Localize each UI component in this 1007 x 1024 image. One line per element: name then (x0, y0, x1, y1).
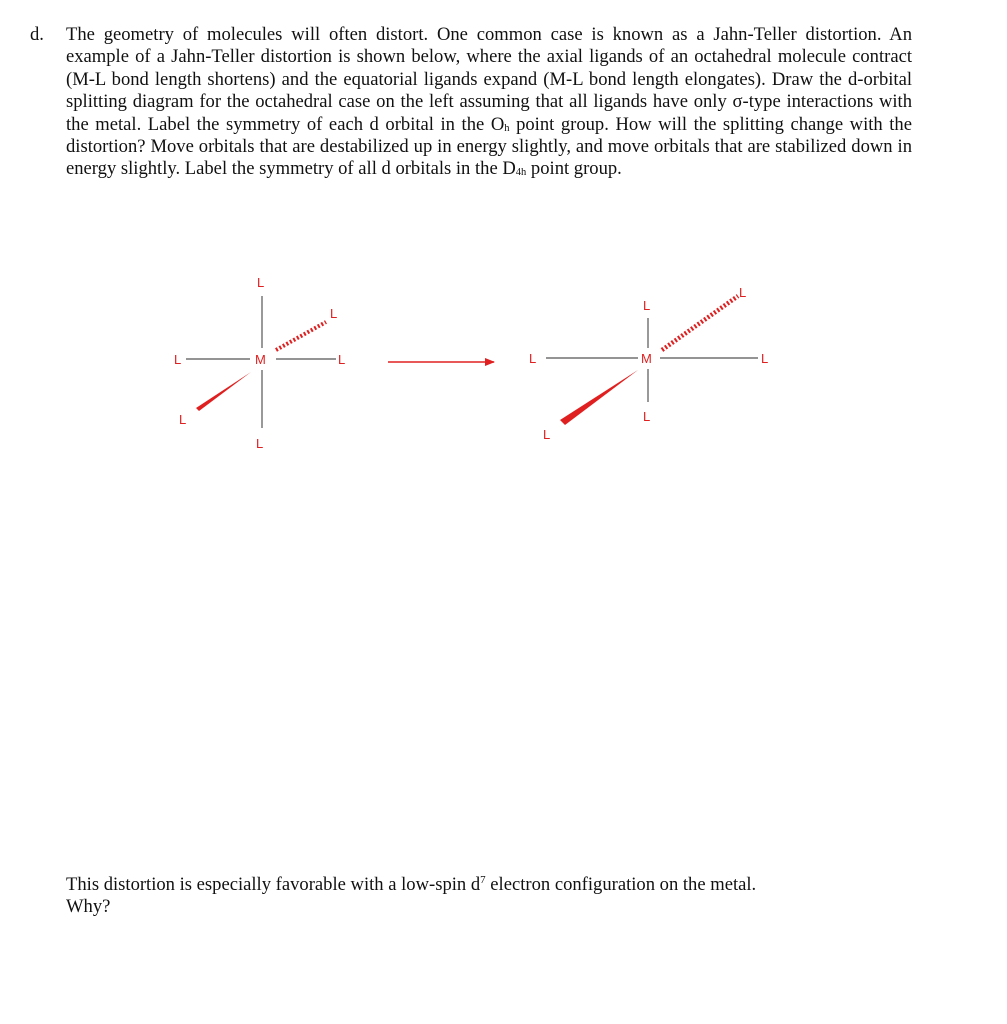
dist-ligand-left: L (529, 351, 537, 366)
dist-ligand-right: L (761, 351, 769, 366)
question-text-part2: point group. How will the splitting change with the distortion? Move orbitals that are destabilized up in energy slightly, and move orbitals that are stabilized down in energy slightly. Label the symmetry of all d orbitals in the D (66, 113, 912, 180)
dist-wedge-bond-front (560, 370, 638, 425)
question-text-part1: The geometry of molecules will often distort. One common case is known as a Jahn-Teller distortion. An example of a Jahn-Teller distortion is shown below, where the axial ligands of an octahedral molecule contract (M-L bond length shortens) and the equatorial ligands expand (M-L bond length elongates). Draw the d-orbital splitting diagram for the octahedral case on the left assuming that all ligands have only σ-type interactions with the metal. Label the symmetry of each d orbital in the O (66, 24, 912, 135)
oct-ligand-left: L (174, 352, 182, 367)
followup-line-1 (66, 874, 926, 896)
followup-line-2: Why? (66, 896, 111, 918)
oct-metal-label: M (255, 352, 266, 367)
oct-ligand-front: L (179, 412, 187, 427)
dist-ligand-top: L (643, 298, 651, 313)
oct-hash-bond-back (276, 322, 326, 350)
oct-ligand-bottom: L (256, 436, 264, 451)
followup-text-post: electron configuration on the metal. (485, 874, 757, 895)
oh-subscript: h (504, 122, 510, 134)
followup-question (66, 874, 926, 919)
followup-text-pre: This distortion is especially favorable with a low-spin d (66, 874, 481, 895)
oct-wedge-bond-front (196, 372, 251, 411)
dist-metal-label: M (641, 351, 652, 366)
electron-count-superscript: 7 (480, 874, 486, 886)
d4h-subscript: 4h (515, 167, 527, 179)
distorted-complex (529, 285, 768, 442)
dist-hash-bond-back (662, 296, 738, 350)
dist-ligand-front: L (543, 427, 551, 442)
oct-ligand-top: L (257, 275, 265, 290)
dist-ligand-back: L (739, 285, 747, 300)
question-text-part3: point group. (526, 158, 622, 180)
octahedral-complex (174, 275, 345, 451)
oct-ligand-back: L (330, 306, 338, 321)
oct-ligand-right: L (338, 352, 346, 367)
dist-ligand-bottom: L (643, 409, 651, 424)
question-marker: d. (30, 24, 44, 45)
